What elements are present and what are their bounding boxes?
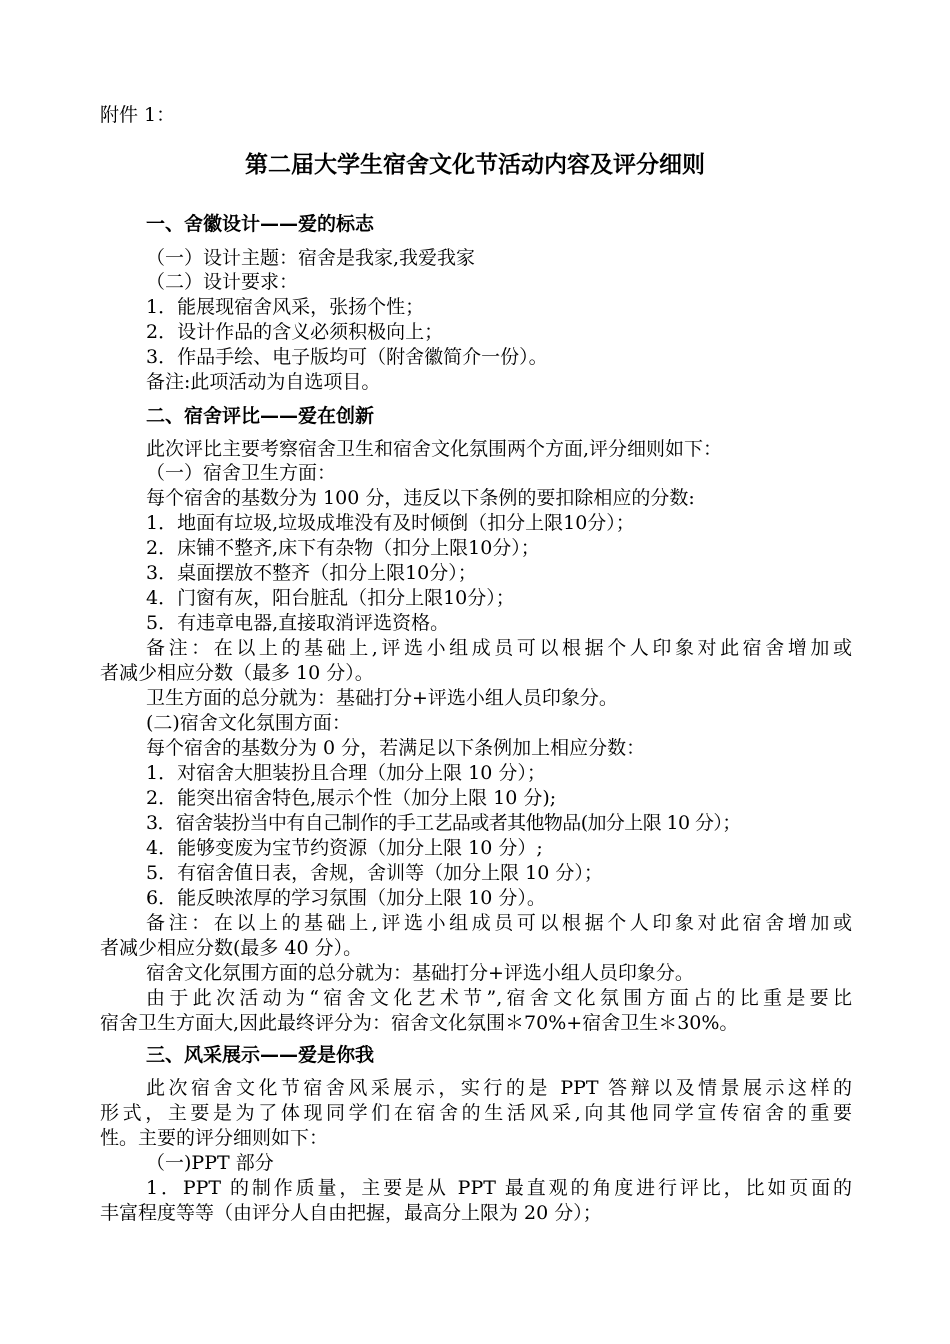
paragraph-line: 4．门窗有灰，阳台脏乱（扣分上限10分）； — [146, 587, 515, 609]
paragraph-line: 性。主要的评分细则如下： — [100, 1127, 329, 1149]
paragraph-line: 1．地面有垃圾,垃圾成堆没有及时倾倒（扣分上限10分）； — [146, 512, 635, 534]
paragraph-line: 1．PPT 的制作质量，主要是从 PPT 最直观的角度进行评比，比如页面的 — [146, 1177, 852, 1199]
paragraph-line: 1．能展现宿舍风采，张扬个性； — [146, 296, 425, 318]
paragraph-line: 宿舍文化氛围方面的总分就为：基础打分+评选小组人员印象分。 — [146, 962, 694, 984]
paragraph-line: 宿舍卫生方面大,因此最终评分为：宿舍文化氛围＊70%+宿舍卫生＊30%。 — [100, 1012, 739, 1034]
section-heading-1: 一、舍徽设计——爱的标志 — [146, 213, 375, 235]
paragraph-line: 此次宿舍文化节宿舍风采展示，实行的是 PPT 答辩以及情景展示这样的 — [146, 1077, 852, 1099]
paragraph-line: 备注：在以上的基础上,评选小组成员可以根据个人印象对此宿舍增加或 — [146, 912, 852, 934]
paragraph-line: 5．有宿舍值日表，舍规，舍训等（加分上限 10 分）； — [146, 862, 603, 884]
paragraph-line: 2．能突出宿舍特色,展示个性（加分上限 10 分); — [146, 787, 557, 809]
paragraph-line: (二)宿舍文化氛围方面： — [146, 712, 351, 734]
paragraph-line: 6．能反映浓厚的学习氛围（加分上限 10 分）。 — [146, 887, 546, 909]
section-heading-3: 三、风采展示——爱是你我 — [146, 1044, 375, 1066]
paragraph-line: 3．宿舍装扮当中有自己制作的手工艺品或者其他物品(加分上限 10 分）； — [146, 812, 741, 834]
paragraph-line: 卫生方面的总分就为：基础打分+评选小组人员印象分。 — [146, 687, 618, 709]
section-heading-2: 二、宿舍评比——爱在创新 — [146, 405, 375, 427]
page-title: 第二届大学生宿舍文化节活动内容及评分细则 — [245, 152, 705, 178]
paragraph-line: 2．设计作品的含义必须积极向上； — [146, 321, 444, 343]
paragraph-line: （一）宿舍卫生方面： — [146, 462, 337, 484]
paragraph-line: 由于此次活动为“宿舍文化艺术节”,宿舍文化氛围方面占的比重是要比 — [146, 987, 852, 1009]
paragraph-line: 备注：在以上的基础上,评选小组成员可以根据个人印象对此宿舍增加或 — [146, 637, 852, 659]
paragraph-line: 每个宿舍的基数分为 0 分，若满足以下条例加上相应分数： — [146, 737, 646, 759]
paragraph-line: 1．对宿舍大胆装扮且合理（加分上限 10 分）； — [146, 762, 546, 784]
paragraph-line: 者减少相应分数（最多 10 分）。 — [100, 662, 374, 684]
paragraph-line: 3．作品手绘、电子版均可（附舍徽简介一份）。 — [146, 346, 548, 368]
paragraph-line: 2．床铺不整齐,床下有杂物（扣分上限10分）； — [146, 537, 540, 559]
paragraph-line: 每个宿舍的基数分为 100 分，违反以下条例的要扣除相应的分数: — [146, 487, 695, 509]
paragraph-line: 者减少相应分数(最多 40 分）。 — [100, 937, 363, 959]
paragraph-line: 5．有违章电器,直接取消评选资格。 — [146, 612, 450, 634]
paragraph-line: 此次评比主要考察宿舍卫生和宿舍文化氛围两个方面,评分细则如下： — [146, 438, 723, 460]
paragraph-line: （一)PPT 部分 — [146, 1152, 274, 1174]
paragraph-line: （一）设计主题：宿舍是我家,我爱我家 — [146, 247, 476, 269]
paragraph-line: 备注:此项活动为自选项目。 — [146, 371, 381, 393]
paragraph-line: 4．能够变废为宝节约资源（加分上限 10 分）; — [146, 837, 543, 859]
paragraph-line: 形式，主要是为了体现同学们在宿舍的生活风采,向其他同学宣传宿舍的重要 — [100, 1102, 852, 1124]
paragraph-line: （二）设计要求： — [146, 271, 299, 293]
paragraph-line: 丰富程度等等（由评分人自由把握，最高分上限为 20 分）； — [100, 1202, 602, 1224]
attachment-label: 附件 1： — [100, 104, 176, 126]
paragraph-line: 3．桌面摆放不整齐（扣分上限10分）； — [146, 562, 477, 584]
